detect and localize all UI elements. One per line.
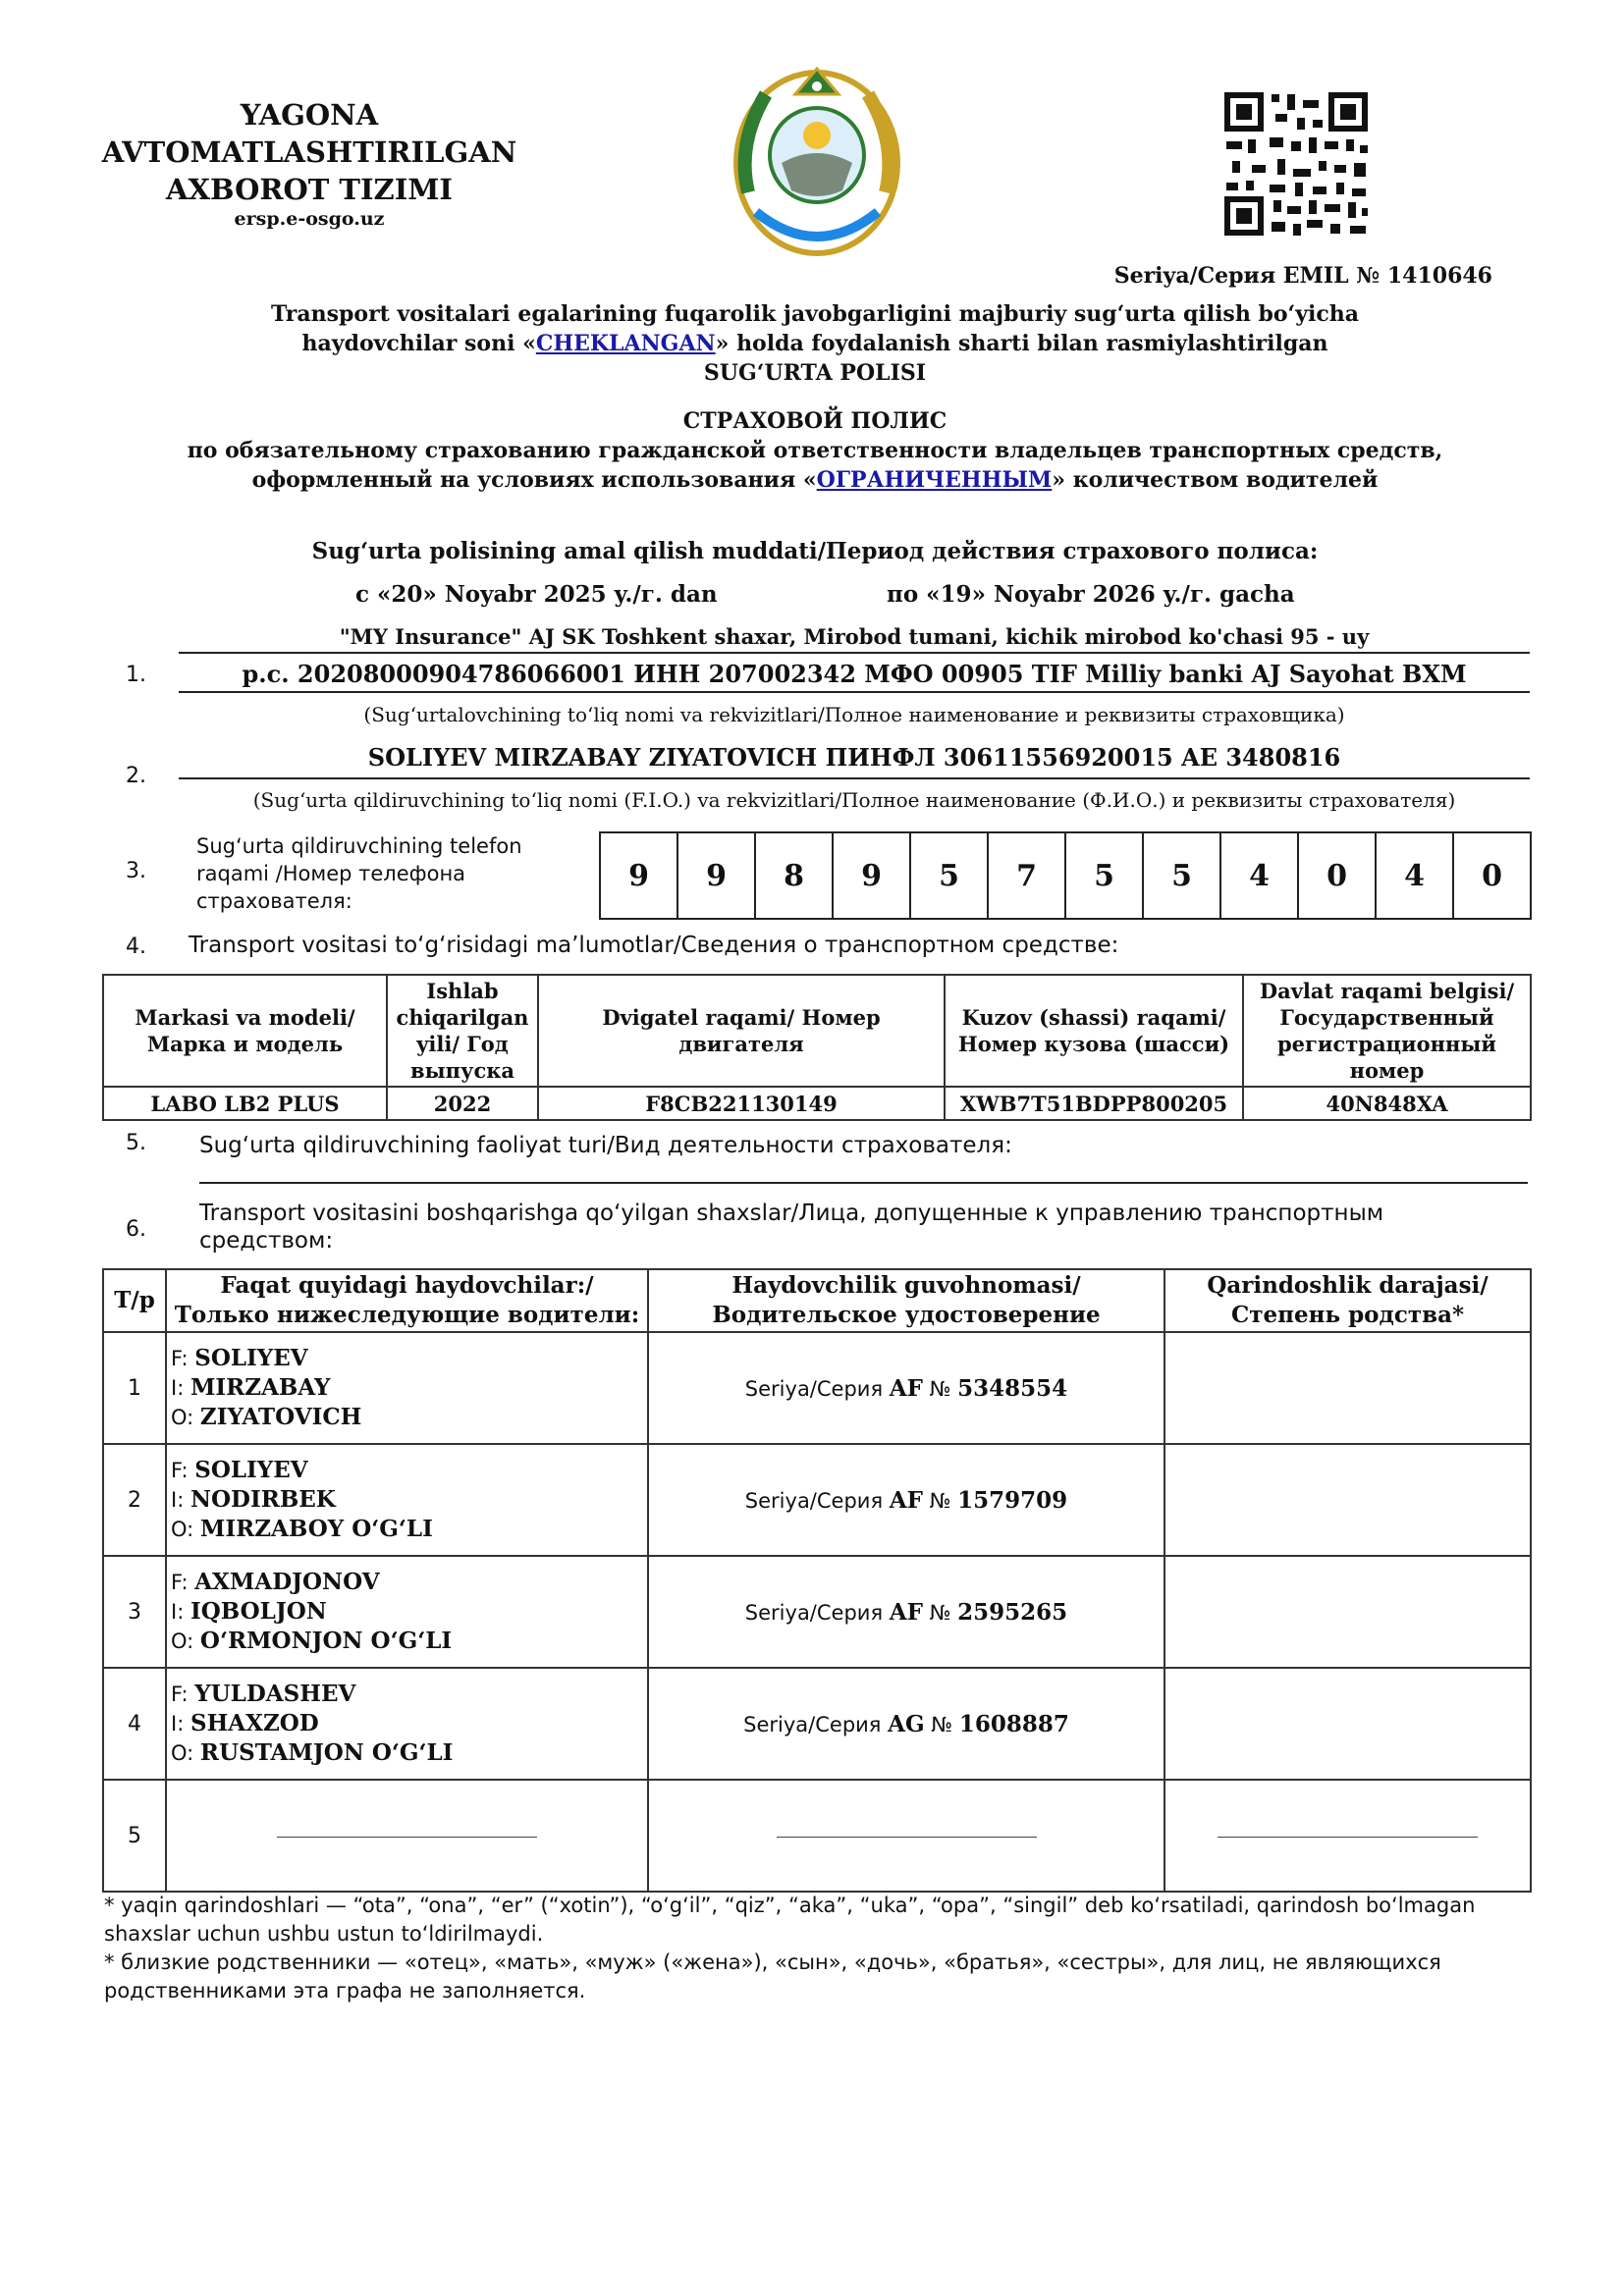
vehicle-year: 2022 [387, 1087, 538, 1120]
prefix-f: F: [171, 1682, 195, 1706]
license-col-header-line: Водительское удостоверение [712, 1302, 1101, 1328]
vehicle-table [102, 974, 1532, 1121]
driver-patronymic: MIRZABOY O‘G‘LI [199, 1516, 433, 1542]
license-no-sign: № [924, 1712, 959, 1736]
kinship-col-header-line: Qarindoshlik darajasi/ [1207, 1272, 1489, 1299]
license-no-sign: № [922, 1600, 958, 1625]
phone-digit: 0 [1454, 831, 1532, 920]
item-number: 6. [126, 1217, 146, 1242]
insurer-line-top [179, 652, 1530, 654]
title-ru-line3 [118, 465, 1512, 495]
empty-kinship-cell [1164, 1780, 1531, 1892]
vehicle-table-header [103, 975, 1531, 1087]
title-ru-line3-pre: оформленный на условиях использования « [251, 467, 817, 493]
driver-kinship [1164, 1668, 1531, 1780]
driver-firstname: MIRZABAY [189, 1374, 331, 1401]
phone-digits [599, 831, 1532, 920]
license-col-header-line: Haydovchilik guvohnomasi/ [731, 1272, 1081, 1299]
table-row [103, 1668, 1531, 1780]
prefix-o: O: [171, 1406, 200, 1429]
table-row [103, 1780, 1531, 1892]
phone-digit: 5 [911, 831, 989, 920]
vehicle-body-number: XWB7T51BDPP800205 [945, 1087, 1243, 1120]
license-no-sign: № [922, 1376, 958, 1401]
driver-surname: AXMADJONOV [194, 1569, 380, 1595]
row-number: 2 [103, 1444, 166, 1556]
empty-license-cell [648, 1780, 1164, 1892]
system-title-line: AVTOMATLASHTIRILGAN [101, 135, 517, 169]
driver-name [166, 1444, 648, 1556]
period-title: Sug‘urta polisining amal qilish muddati/Период действия страхового полиса: [311, 538, 1319, 564]
prefix-i: I: [171, 1600, 190, 1624]
license-no-sign: № [922, 1488, 958, 1513]
driver-patronymic: ZIYATOVICH [199, 1404, 362, 1430]
license-col-header [648, 1269, 1164, 1332]
driver-kinship [1164, 1556, 1531, 1668]
license-number: 1579709 [957, 1486, 1068, 1514]
insured-name: SOLIYEV MIRZABAY ZIYATOVICH ПИНФЛ 30611556920015 AE 3480816 [367, 743, 1341, 772]
vehicle-col-header: Davlat raqami belgisi/ Государственный регистрационный номер [1243, 975, 1531, 1087]
policy-series: Seriya/Серия EMIL № 1410646 [1113, 263, 1492, 289]
phone-digit: 4 [1377, 831, 1454, 920]
drivers-col-header-line: Только нижеследующие водители: [174, 1302, 640, 1328]
item-number: 4. [126, 934, 146, 959]
title-uz-line2 [118, 329, 1512, 358]
phone-digit: 5 [1144, 831, 1221, 920]
phone-digit: 5 [1066, 831, 1144, 920]
insured-line [179, 777, 1530, 779]
phone-digit: 9 [601, 831, 678, 920]
system-site: ersp.e-osgo.uz [234, 208, 385, 230]
driver-license [648, 1556, 1164, 1668]
footnote-ru: * близкие родственники — «отец», «мать», «муж» («жена»), «сын», «дочь», «братья», «сестры», для лиц, не являющихся родственниками эта графа не заполняется. [104, 1950, 1441, 2002]
qr-code-icon [1222, 90, 1370, 238]
phone-digit: 8 [756, 831, 834, 920]
license-prefix: Seriya/Серия [744, 1600, 890, 1625]
title-ru-line2: по обязательному страхованию гражданской ответственности владельцев транспортных средств, [187, 438, 1443, 463]
driver-surname: SOLIYEV [194, 1457, 308, 1483]
vehicle-title: Transport vositasi to‘g‘risidagi ma’lumotlar/Сведения о транспортном средстве: [189, 933, 1119, 958]
ogranichennym-link[interactable]: ОГРАНИЧЕННЫМ [816, 467, 1053, 493]
state-emblem-icon [727, 65, 907, 257]
vehicle-col-header: Dvigatel raqami/ Номер двигателя [538, 975, 945, 1087]
tp-col-header: T/p [103, 1269, 166, 1332]
drivers-col-header [166, 1269, 648, 1332]
vehicle-col-header: Markasi va modeli/ Марка и модель [103, 975, 387, 1087]
phone-label: Sug‘urta qildiruvchining telefon raqami /Номер телефона страхователя: [196, 834, 522, 913]
item-number: 2. [126, 764, 146, 788]
title-uz-line2-post: » holda foydalanish sharti bilan rasmiylashtirilgan [715, 331, 1328, 356]
vehicle-engine-number: F8CB221130149 [538, 1087, 945, 1120]
prefix-i: I: [171, 1488, 190, 1512]
prefix-o: O: [171, 1629, 200, 1653]
insurer-line-bottom [179, 691, 1530, 693]
title-uz-line3: SUG‘URTA POLISI [703, 360, 927, 386]
blank-line [1218, 1837, 1478, 1838]
period-to: по «19» Noyabr 2026 y./г. gacha [887, 581, 1295, 608]
driver-firstname: IQBOLJON [189, 1598, 327, 1625]
phone-digit: 9 [834, 831, 911, 920]
driver-surname: YULDASHEV [194, 1681, 356, 1707]
phone-digit: 0 [1299, 831, 1377, 920]
title-ru-line3-post: » количеством водителей [1052, 467, 1379, 493]
row-number: 3 [103, 1556, 166, 1668]
prefix-i: I: [171, 1712, 190, 1735]
drivers-table-header [103, 1269, 1531, 1332]
prefix-o: O: [171, 1518, 200, 1541]
prefix-o: O: [171, 1741, 200, 1765]
table-row [103, 1444, 1531, 1556]
row-number: 5 [103, 1780, 166, 1892]
driver-surname: SOLIYEV [194, 1345, 308, 1371]
prefix-f: F: [171, 1347, 195, 1370]
driver-kinship [1164, 1332, 1531, 1444]
phone-digit: 4 [1221, 831, 1299, 920]
table-row [103, 1332, 1531, 1444]
kinship-col-header [1164, 1269, 1531, 1332]
prefix-f: F: [171, 1459, 195, 1482]
vehicle-plate-number: 40N848XA [1243, 1087, 1531, 1120]
driver-firstname: NODIRBEK [189, 1486, 336, 1513]
drivers-title: Transport vositasini boshqarishga qo‘yilgan shaxslar/Лица, допущенные к управлению транспортным средством: [199, 1201, 1384, 1254]
item-number: 5. [126, 1131, 146, 1155]
driver-license [648, 1444, 1164, 1556]
footnote-uz: * yaqin qarindoshlari — “ota”, “ona”, “er” (“xotin”), “o‘g‘il”, “qiz”, “aka”, “uka”, “opa”, “singil” deb ko‘rsatiladi, qarindosh bo‘lmagan shaxslar uchun ushbu ustun to‘ldirilmaydi. [104, 1894, 1476, 1946]
license-prefix: Seriya/Серия [743, 1712, 889, 1736]
vehicle-model: LABO LB2 PLUS [103, 1087, 387, 1120]
license-number: 5348554 [957, 1374, 1068, 1402]
driver-firstname: SHAXZOD [189, 1710, 319, 1736]
phone-digit: 7 [989, 831, 1066, 920]
title-uz-line2-pre: haydovchilar soni « [301, 331, 536, 356]
driver-patronymic: RUSTAMJON O‘G‘LI [199, 1739, 454, 1766]
license-number: 2595265 [957, 1598, 1068, 1626]
prefix-f: F: [171, 1571, 195, 1594]
insurer-requisites: р.с. 20208000904786066001 ИНН 207002342 МФО 00905 TIF Milliy banki AJ Sayohat BXM [242, 660, 1467, 688]
vehicle-col-header: Ishlab chiqarilgan yili/ Год выпуска [387, 975, 538, 1087]
driver-patronymic: O‘RMONJON O‘G‘LI [199, 1628, 453, 1654]
drivers-table [102, 1268, 1532, 1893]
period-from: с «20» Noyabr 2025 y./г. dan [355, 581, 718, 608]
prefix-i: I: [171, 1376, 190, 1400]
title-uz-line1: Transport vositalari egalarining fuqarolik javobgarligini majburiy sug‘urta qilish bo‘yicha [271, 301, 1359, 327]
insurer-caption: (Sug‘urtalovchining to‘liq nomi va rekvizitlari/Полное наименование и реквизиты страховщика) [363, 703, 1345, 726]
blank-line [777, 1837, 1037, 1838]
driver-name [166, 1332, 648, 1444]
table-row [103, 1556, 1531, 1668]
blank-line [277, 1837, 537, 1838]
driver-license [648, 1668, 1164, 1780]
kinship-col-header-line: Степень родства* [1230, 1302, 1465, 1328]
system-title-line: AXBOROT TIZIMI [166, 173, 453, 206]
license-series: AG [888, 1710, 925, 1737]
license-series: AF [889, 1374, 923, 1402]
row-number: 4 [103, 1668, 166, 1780]
footnote [104, 1892, 1528, 2005]
system-title [93, 96, 525, 208]
driver-name [166, 1668, 648, 1780]
activity-title: Sug‘urta qildiruvchining faoliyat turi/Вид деятельности страхователя: [199, 1133, 1012, 1158]
license-prefix: Seriya/Серия [744, 1488, 890, 1513]
license-series: AF [889, 1598, 923, 1626]
item-number: 3. [126, 859, 146, 883]
row-number: 1 [103, 1332, 166, 1444]
system-title-line: YAGONA [240, 98, 379, 132]
driver-kinship [1164, 1444, 1531, 1556]
license-prefix: Seriya/Серия [744, 1376, 890, 1401]
drivers-col-header-line: Faqat quyidagi haydovchilar:/ [220, 1272, 594, 1299]
insured-caption: (Sug‘urta qildiruvchining to‘liq nomi (F.I.O.) va rekvizitlari/Полное наименование (Ф.И.О.) и реквизиты страхователя) [252, 788, 1456, 812]
insurer-address: "MY Insurance" AJ SK Toshkent shaxar, Mirobod tumani, kichik mirobod ko'chasi 95 - uy [339, 624, 1370, 649]
license-number: 1608887 [958, 1710, 1069, 1737]
title-uz [118, 299, 1512, 388]
item-number: 1. [126, 663, 146, 687]
activity-line [199, 1182, 1528, 1184]
empty-driver-cell [166, 1780, 648, 1892]
driver-name [166, 1556, 648, 1668]
driver-license [648, 1332, 1164, 1444]
title-ru [118, 406, 1512, 495]
cheklangan-link[interactable]: CHEKLANGAN [535, 331, 716, 356]
vehicle-table-row [103, 1087, 1531, 1120]
vehicle-col-header: Kuzov (shassi) raqami/ Номер кузова (шасси) [945, 975, 1243, 1087]
title-ru-line1: СТРАХОВОЙ ПОЛИС [682, 408, 947, 434]
phone-digit: 9 [678, 831, 756, 920]
license-series: AF [889, 1486, 923, 1514]
